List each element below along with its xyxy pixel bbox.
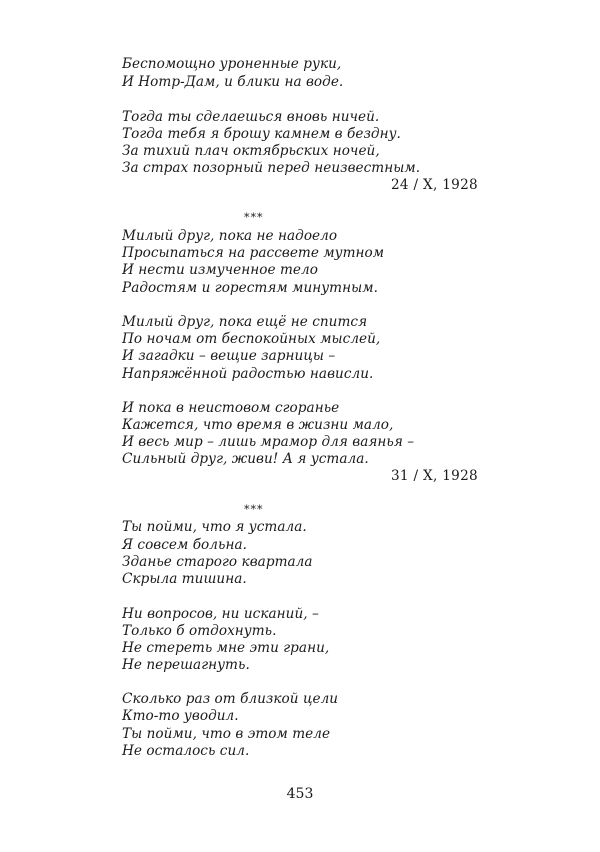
poem-line: Зданье старого квартала <box>122 554 313 570</box>
poem-line: Ты пойми, что я устала. <box>122 519 307 535</box>
poem-line: Напряжённой радостью нависли. <box>122 366 374 382</box>
poem-line: И загадки – вещие зарницы – <box>122 348 336 364</box>
poem-line: Скрыла тишина. <box>122 571 247 587</box>
poem-line: Кажется, что время в жизни мало, <box>122 417 394 433</box>
poem-line: За страх позорный перед неизвестным. <box>122 160 421 176</box>
poem-line: За тихий плач октябрьских ночей, <box>122 143 380 159</box>
poem-date: 31 / X, 1928 <box>390 468 478 484</box>
poem-line: Кто-то уводил. <box>122 708 239 724</box>
poem-date: 24 / X, 1928 <box>390 177 478 193</box>
poem-line: Беспомощно уроненные руки, <box>122 56 342 72</box>
poem-line: По ночам от беспокойных мыслей, <box>122 331 381 347</box>
poem-line: Сколько раз от близкой цели <box>122 691 339 707</box>
poem-line: И Нотр-Дам, и блики на воде. <box>122 74 344 90</box>
poem-separator: *** <box>244 211 264 224</box>
poem-separator: *** <box>244 503 264 516</box>
poem-line: Ни вопросов, ни исканий, – <box>122 606 319 622</box>
poem-line: Радостям и горестям минутным. <box>122 280 378 296</box>
poem-line: Не стереть мне эти грани, <box>122 640 330 656</box>
poem-line: И нести измученное тело <box>122 262 318 278</box>
poem-line: Не перешагнуть. <box>122 657 250 673</box>
poem-line: И пока в неистовом сгоранье <box>122 400 340 416</box>
poem-line: Сильный друг, живи! А я устала. <box>122 451 369 467</box>
poem-line: Тогда ты сделаешься вновь ничей. <box>122 109 380 125</box>
poem-line: И весь мир – лишь мрамор для ваянья – <box>122 434 415 450</box>
poem-line: Милый друг, пока ещё не спится <box>122 314 368 330</box>
poem-line: Милый друг, пока не надоело <box>122 228 338 244</box>
poem-line: Тогда тебя я брошу камнем в бездну. <box>122 126 401 142</box>
poem-line: Только б отдохнуть. <box>122 623 277 639</box>
poem-line: Я совсем больна. <box>122 537 247 553</box>
page-number: 453 <box>286 786 314 802</box>
poem-line: Ты пойми, что в этом теле <box>122 726 331 742</box>
poem-line: Просыпаться на рассвете мутном <box>122 245 385 261</box>
poem-line: Не осталось сил. <box>122 743 250 759</box>
